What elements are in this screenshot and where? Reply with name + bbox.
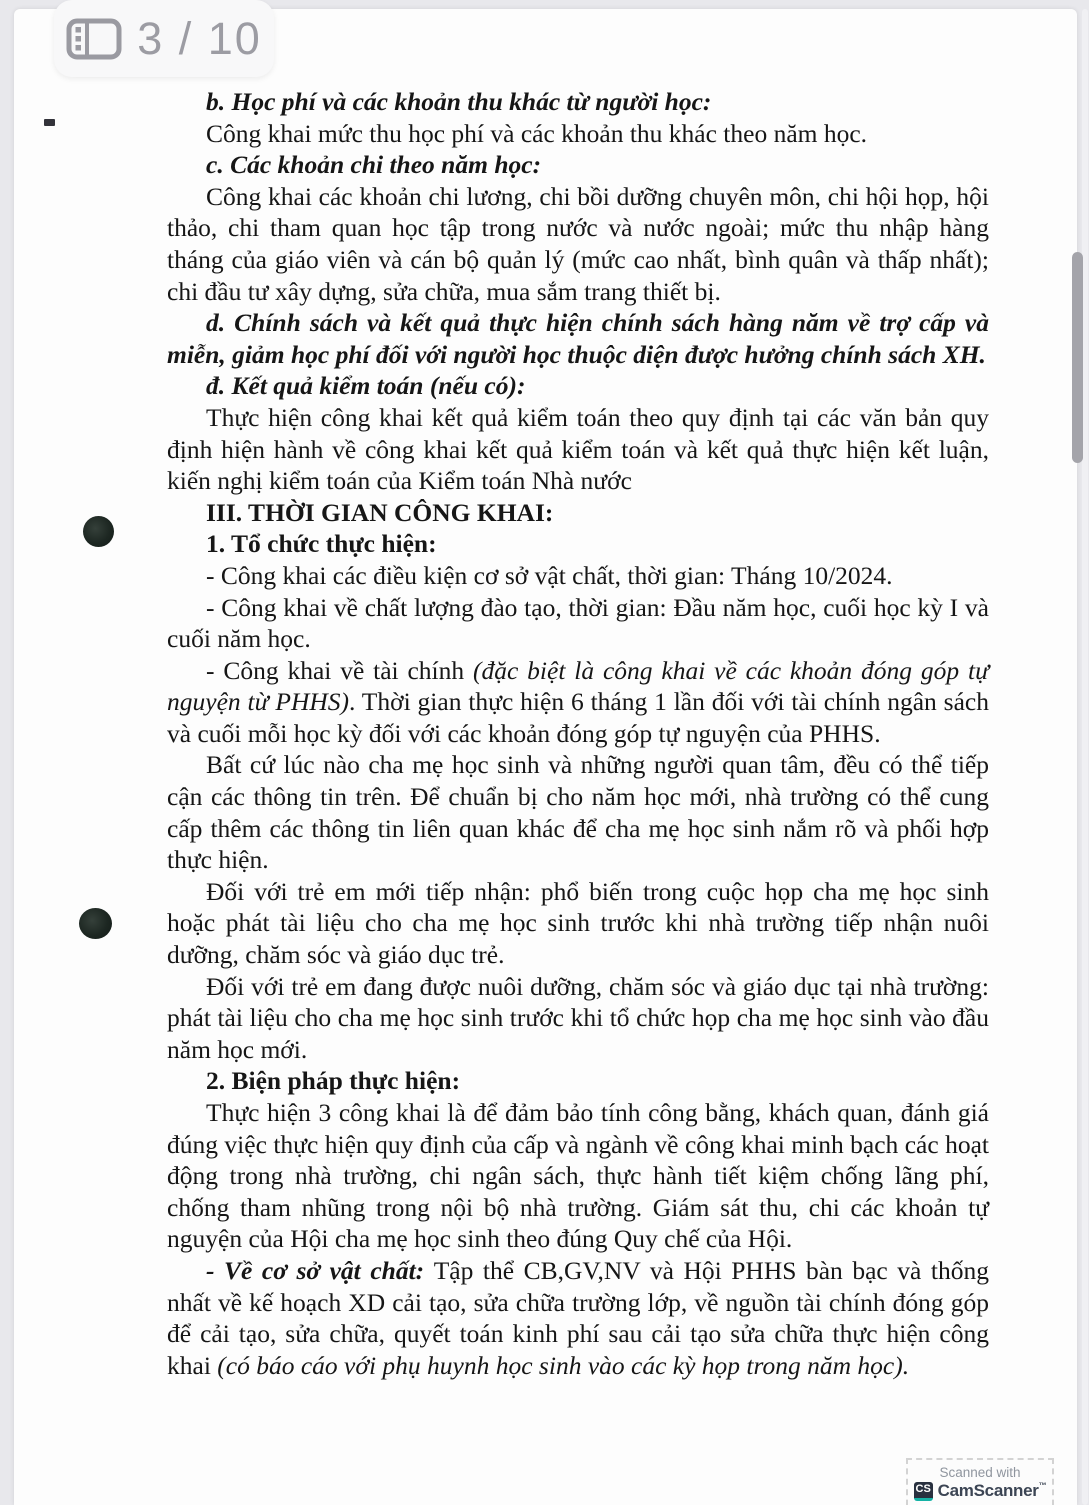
scrollbar-thumb[interactable] [1072, 252, 1083, 463]
text-run: (có báo cáo với phụ huynh học sinh vào các kỳ họp trong năm học). [217, 1350, 910, 1380]
camscanner-watermark [906, 1458, 1054, 1505]
text-run: Công khai mức thu học phí và các khoản thu khác theo năm học. [206, 118, 868, 148]
paragraph [167, 149, 989, 181]
text-run: . Thời gian thực hiện 6 tháng 1 lần đối với tài chính ngân sách và cuối mỗi học kỳ đối với các khoản đóng góp tự nguyện của PHHS. [167, 687, 989, 748]
paragraph [167, 181, 989, 307]
paragraph [167, 118, 989, 150]
paragraph [167, 370, 989, 402]
page-indicator[interactable] [54, 0, 274, 77]
ink-dash-mark [44, 119, 55, 126]
text-run: đ. Kết quả kiểm toán (nếu có): [206, 371, 526, 401]
hole-punch-mark [83, 516, 114, 547]
paragraph [167, 560, 989, 592]
paragraph [167, 86, 989, 118]
document-text [167, 86, 989, 1381]
text-run: Đối với trẻ em đang được nuôi dưỡng, chăm sóc và giáo dục tại nhà trường: phát tài liệu cho cha mẹ học sinh trước khi tổ chức họp cha mẹ học sinh vào đầu năm học mới. [167, 971, 989, 1064]
paragraph [167, 592, 989, 655]
text-run: 2. Biện pháp thực hiện: [206, 1066, 461, 1096]
scanned-with-text: Scanned with [939, 1465, 1021, 1480]
paragraph [167, 971, 989, 1066]
text-run: Đối với trẻ em mới tiếp nhận: phổ biến trong cuộc họp cha mẹ học sinh hoặc phát tài liệu cho cha mẹ học sinh trước khi nhà trường tiếp nhận nuôi dưỡng, chăm sóc và giáo dục trẻ. [167, 876, 989, 970]
paragraph [167, 876, 989, 971]
text-run: Thực hiện 3 công khai là để đảm bảo tính công bằng, khách quan, đánh giá đúng việc thực hiện quy định của cấp và ngành về công khai minh bạch các hoạt động trong nhà trường, chi ngân sách, thực hành tiết kiệm chống lãng phí, chống tham nhũng trong nội bộ nhà trường. Giám sát thu, chi các khoản tự nguyện của Hội cha mẹ học sinh theo đúng Quy chế của Hội. [167, 1098, 989, 1254]
paragraph [167, 749, 989, 875]
thumbnails-panel-icon[interactable] [66, 17, 122, 61]
paragraph [167, 497, 989, 529]
text-run: - Công khai các điều kiện cơ sở vật chất, thời gian: Tháng 10/2024. [206, 560, 893, 590]
text-run: 1. Tổ chức thực hiện: [206, 529, 437, 559]
camscanner-logo-icon: CS [914, 1482, 933, 1501]
trademark-symbol: ™ [1038, 1481, 1047, 1490]
camscanner-brand-name: CamScanner™ [937, 1481, 1047, 1500]
page-indicator-label: 3 / 10 [137, 12, 262, 64]
text-run: Tập thể CB,GV,NV và Hội PHHS bàn bạc và thống nhất về kế hoạch XD cải tạo, sửa chữa trường lớp, về nguồn tài chính đóng góp để cải tạo, sửa chữa, quyết toán kinh phí sau cải tạo sửa chữa thực hiện công khai [167, 1255, 989, 1380]
scrollbar-track[interactable] [1082, 9, 1088, 1505]
text-run: III. THỜI GIAN CÔNG KHAI: [206, 497, 554, 527]
text-run: Thực hiện công khai kết quả kiểm toán theo quy định tại các văn bản quy định hiện hành về công khai kết quả kiểm toán và kết quả thực hiện kết luận, kiến nghị kiểm toán của Kiểm toán Nhà nước [167, 402, 989, 496]
paragraph [167, 1255, 989, 1381]
camscanner-brand-row [914, 1481, 1047, 1501]
paragraph [167, 1097, 989, 1255]
text-run: Công khai các khoản chi lương, chi bồi dưỡng chuyên môn, chi hội họp, hội thảo, chi tham quan học tập trong nước và nước ngoài; mức thu nhập hàng tháng của giáo viên và cán bộ quản lý (mức cao nhất, bình quân và thấp nhất); chi đầu tư xây dựng, sửa chữa, mua sắm trang thiết bị. [167, 181, 989, 306]
text-run: d. Chính sách và kết quả thực hiện chính sách hàng năm về trợ cấp và miễn, giảm học phí đối với người học thuộc diện được hưởng chính sách XH. [167, 308, 989, 369]
hole-punch-mark [79, 908, 112, 939]
paragraph [167, 1065, 989, 1097]
paragraph [167, 528, 989, 560]
paragraph [167, 307, 989, 370]
text-run: c. Các khoản chi theo năm học: [206, 150, 542, 180]
paragraph [167, 655, 989, 750]
paragraph [167, 402, 989, 497]
text-run: - Về cơ sở vật chất: [206, 1255, 434, 1285]
text-run: - Công khai về tài chính [206, 655, 473, 685]
text-run: - Công khai về chất lượng đào tạo, thời gian: Đầu năm học, cuối học kỳ I và cuối năm học. [167, 592, 989, 654]
text-run: (đặc biệt là công khai về các khoản đóng góp tự nguyện từ PHHS) [167, 655, 989, 717]
text-run: Bất cứ lúc nào cha mẹ học sinh và những người quan tâm, đều có thể tiếp cận các thông tin trên. Để chuẩn bị cho năm học mới, nhà trường có thể cung cấp thêm các thông tin liên quan khác để cha mẹ học sinh nắm rõ và phối hợp thực hiện. [167, 750, 989, 875]
text-run: b. Học phí và các khoản thu khác từ người học: [206, 87, 712, 116]
